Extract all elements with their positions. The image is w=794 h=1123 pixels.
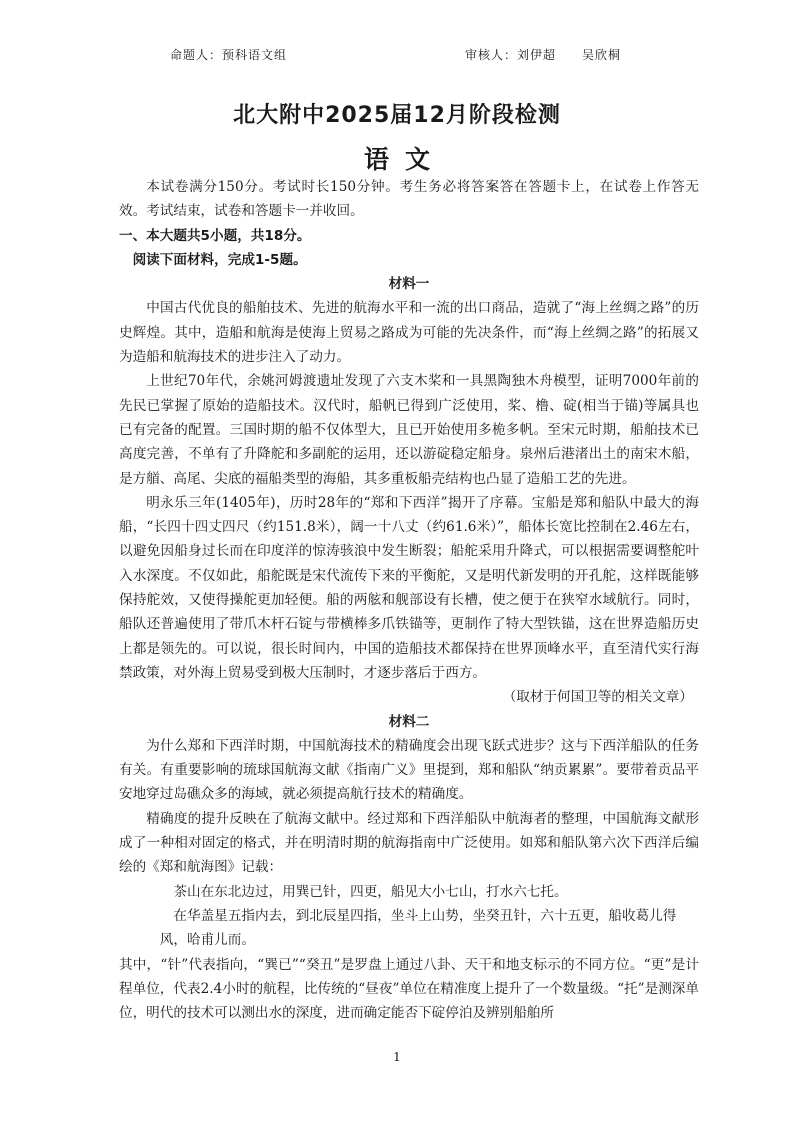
page-number: 1 [393,1050,401,1064]
header-reviewers [465,46,621,63]
material2-paragraph-2: 精确度的提升反映在了航海文献中。经过郑和下西洋船队中航海者的整理，中国航海文献形成了一种相对固定的格式，并在明清时期的航海指南中广泛使用。如郑和船队第六次下西洋后编绘的《郑和航海图》记载： [119,810,699,876]
material2-paragraph-3: 其中，“针”代表指向，“巽已”“癸丑”是罗盘上通过八卦、天干和地支标示的不同方位。“更”是计程单位，代表2.4小时的航程，比传统的“昼夜”单位在精准度上提升了一个数量级。“托”是测深单位，明代的技术可以测出水的深度，进而确定能否下碇停泊及辨别船舶所 [119,956,699,1022]
material1-heading: 材料一 [388,276,430,293]
material2-heading: 材料二 [388,713,430,730]
header-author: 命题人：预科语文组 [170,48,288,62]
material2-quote-2a: 在华盖星五指内去，到北辰星四指，坐斗上山势，坐癸丑针，六十五更，船收葛儿得 [173,907,677,924]
section-instruction: 阅读下面材料，完成1-5题。 [132,251,307,268]
material1-paragraph-3: 明永乐三年(1405年)，历时28年的“郑和下西洋”揭开了序幕。宝船是郑和船队中最大的海船，“长四十四丈四尺（约151.8米），阔一十八丈（约61.6米）”，船体长宽比控制在2.46左右，以避免因船身过长而在印度洋的惊涛骇浪中发生断裂；船舵采用升降式，可以根据需要调整舵叶入水深度。不仅如此，船舵既是宋代流传下来的平衡舵，又是明代新发明的开孔舵，这样既能够保持舵效，又使得操舵更加轻便。船的两舷和舰部设有长槽，使之便于在狭窄水域航行。同时，船队还普遍使用了带爪木杆石锭与带横棒多爪铁锚等，更制作了特大型铁锚，这在世界造船历史上都是领先的。可以说，很长时间内，中国的造船技术都保持在世界顶峰水平，直至清代实行海禁政策，对外海上贸易受到极大压制时，才逐步落后于西方。 [119,494,699,681]
material2-quote-2b: 风，哈甫儿而。 [159,932,255,949]
header-reviewer-1: 审核人：刘伊超 [465,48,557,62]
material2-quote-1: 茶山在东北边过，用巽已针，四更，船见大小七山，打水六七托。 [173,883,568,900]
material1-paragraph-1: 中国古代优良的船舶技术、先进的航海水平和一流的出口商品，造就了“海上丝绸之路”的历史辉煌。其中，造船和航海是使海上贸易之路成为可能的先决条件，而“海上丝绸之路”的拓展又为造船和航海技术的进步注入了动力。 [119,300,699,366]
header-reviewer-2: 吴欣桐 [582,48,622,62]
exam-intro: 本试卷满分150分。考试时长150分钟。考生务必将答案答在答题卡上，在试卷上作答无效。考试结束，试卷和答题卡一并收回。 [119,179,699,220]
material2-paragraph-1: 为什么郑和下西洋时期，中国航海技术的精确度会出现飞跃式进步？这与下西洋船队的任务有关。有重要影响的琉球国航海文献《指南广义》里提到，郑和船队“纳贡累累”。要带着贡品平安地穿过岛礁众多的海域，就必须提高航行技术的精确度。 [119,737,699,803]
material1-source: （取材于何国卫等的相关文章） [502,689,693,706]
exam-body [119,175,699,1025]
section-heading: 一、本大题共5小题，共18分。 [119,227,311,244]
material1-paragraph-2: 上世纪70年代，余姚河姆渡遗址发现了六支木桨和一具黑陶独木舟模型，证明7000年前的先民已掌握了原始的造船技术。汉代时，船帆已得到广泛使用，桨、橹、碇(相当于锚)等属具也已有完备的配置。三国时期的船不仅体型大，且已开始使用多桅多帆。至宋元时期，船舶技术已高度完善，不单有了升降舵和多副舵的运用，还以游碇稳定船身。泉州后港渚出土的南宋木船，是方艏、高尾、尖底的福船类型的海船，其多重板船壳结构也凸显了造船工艺的先进。 [119,373,699,487]
exam-title: 北大附中2025届12月阶段检测 [233,103,561,128]
exam-subject: 语文 [363,145,446,174]
